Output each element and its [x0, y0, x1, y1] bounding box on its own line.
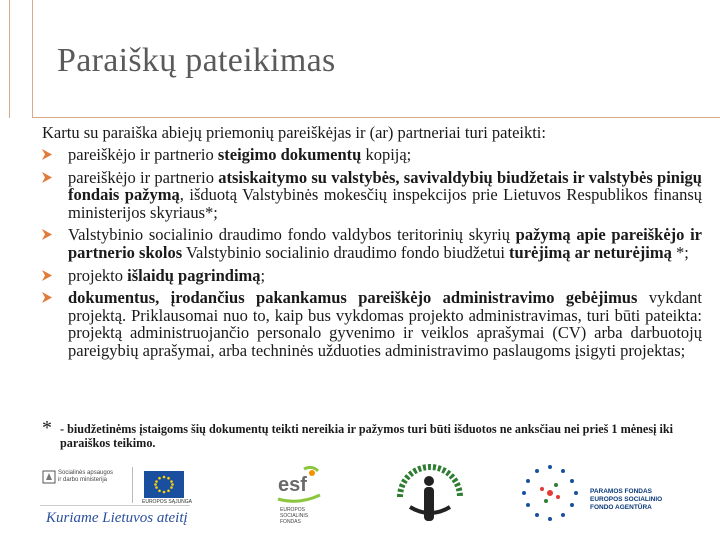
ministry-eu-logo: [40, 467, 193, 529]
item-bold-text: atsiskaitymo su valstybės, savivaldybių biudžetais ir valstybės pinigų fondais pažymą: [68, 167, 702, 205]
item-text: projekto: [68, 265, 128, 285]
list-item: [42, 146, 702, 164]
item-text: kopiją;: [361, 145, 412, 164]
round-emblem-logo: [390, 457, 470, 537]
sponsor-logos-strip: [0, 455, 720, 540]
item-text: vykdant projektą. Priklausomai nuo to, kaip bus vykdomas projekto administravimas, turi būti pateikta: projektą administruojančio personalo gyvenimo ir veiklos aprašymai (CV) arba darbuotojų pareigybių aprašymai, arba techninės užduoties administravimo paslaugoms įsigyti projektas;: [68, 288, 702, 360]
item-bold-text: pažymą apie pareiškėjo ir partnerio skolos: [68, 225, 702, 262]
footnote-text: - biudžetinėms įstaigoms šių dokumentų teikti nereikia ir pažymos turi būti išduotos ne anksčiau nei prieš 1 mėnesį iki paraiškos teikimo.: [60, 422, 674, 450]
item-text: Valstybinio socialinio draudimo fondo valdybos teritorinių skyrių: [68, 225, 516, 245]
ateiti-banner: [40, 505, 190, 530]
item-bold-text: išlaidų pagrindimą: [127, 265, 261, 285]
arrow-bullet-icon: [42, 172, 52, 183]
item-text: pareiškėjo ir partnerio: [68, 145, 218, 164]
side-accent-block: [9, 0, 33, 118]
esf-caption-line2: SOCIALINIS: [280, 513, 309, 519]
eu-flag-icon: [144, 471, 184, 498]
ateiti-slogan: Kuriame Lietuvos ateitį: [46, 510, 188, 526]
item-text: Valstybinio socialinio draudimo fondo biudžetui: [182, 242, 510, 262]
item-text: pareiškėjo ir partnerio: [68, 167, 219, 187]
arrow-bullet-icon: [42, 229, 52, 240]
fund-name-line3: FONDO AGENTŪRA: [590, 504, 652, 511]
list-item: [42, 226, 702, 261]
esf-wordmark: esf: [278, 474, 307, 496]
ministry-emblem-icon: [42, 470, 56, 484]
arrow-bullet-icon: [42, 149, 52, 160]
item-text: ;: [260, 265, 266, 285]
fund-name-line2: EUROPOS SOCIALINIO: [590, 496, 663, 503]
esf-caption-line1: EUROPOS: [280, 507, 306, 513]
intro-text: Kartu su paraiška abiejų priemonių pareiškėjas ir (ar) partneriai turi pateikti:: [42, 123, 546, 142]
arrow-bullet-icon: [42, 292, 52, 303]
stars-ring-icon: [518, 461, 582, 525]
footnote-star: *: [42, 417, 52, 439]
item-text: *;: [671, 242, 689, 262]
title-underline: [33, 117, 720, 118]
round-emblem-icon: [390, 457, 470, 537]
eu-caption: EUROPOS SĄJUNGA: [142, 499, 193, 505]
slide-title: Paraiškų pateikimas: [57, 42, 336, 79]
paramos-fondas-logo: [518, 461, 698, 531]
item-text: , išduotą Valstybinės mokesčių inspekcijos prie Lietuvos Respublikos finansų ministerijos skyriaus*;: [68, 185, 702, 222]
esf-logo: [274, 463, 324, 533]
item-bold-text: steigimo dokumentų: [217, 145, 362, 164]
ministry-name-line1: Socialinės apsaugos: [58, 470, 114, 476]
fund-name-line1: PARAMOS FONDAS: [590, 488, 652, 495]
list-item: [42, 169, 702, 222]
requirements-list: [42, 146, 702, 365]
list-item: [42, 289, 702, 359]
ministry-name-line2: ir darbo ministerija: [58, 477, 108, 483]
ministry-logo: [40, 467, 133, 503]
eu-stars-icon: [144, 471, 184, 498]
esf-caption-line3: FONDAS: [280, 519, 301, 525]
item-bold-text: turėjimą ar neturėjimą: [509, 242, 672, 262]
footnote: [42, 417, 692, 450]
item-bold-text: dokumentus, įrodančius pakankamus pareiškėjo administravimo gebėjimus: [68, 288, 638, 308]
list-item: [42, 267, 702, 285]
arrow-bullet-icon: [42, 270, 52, 281]
